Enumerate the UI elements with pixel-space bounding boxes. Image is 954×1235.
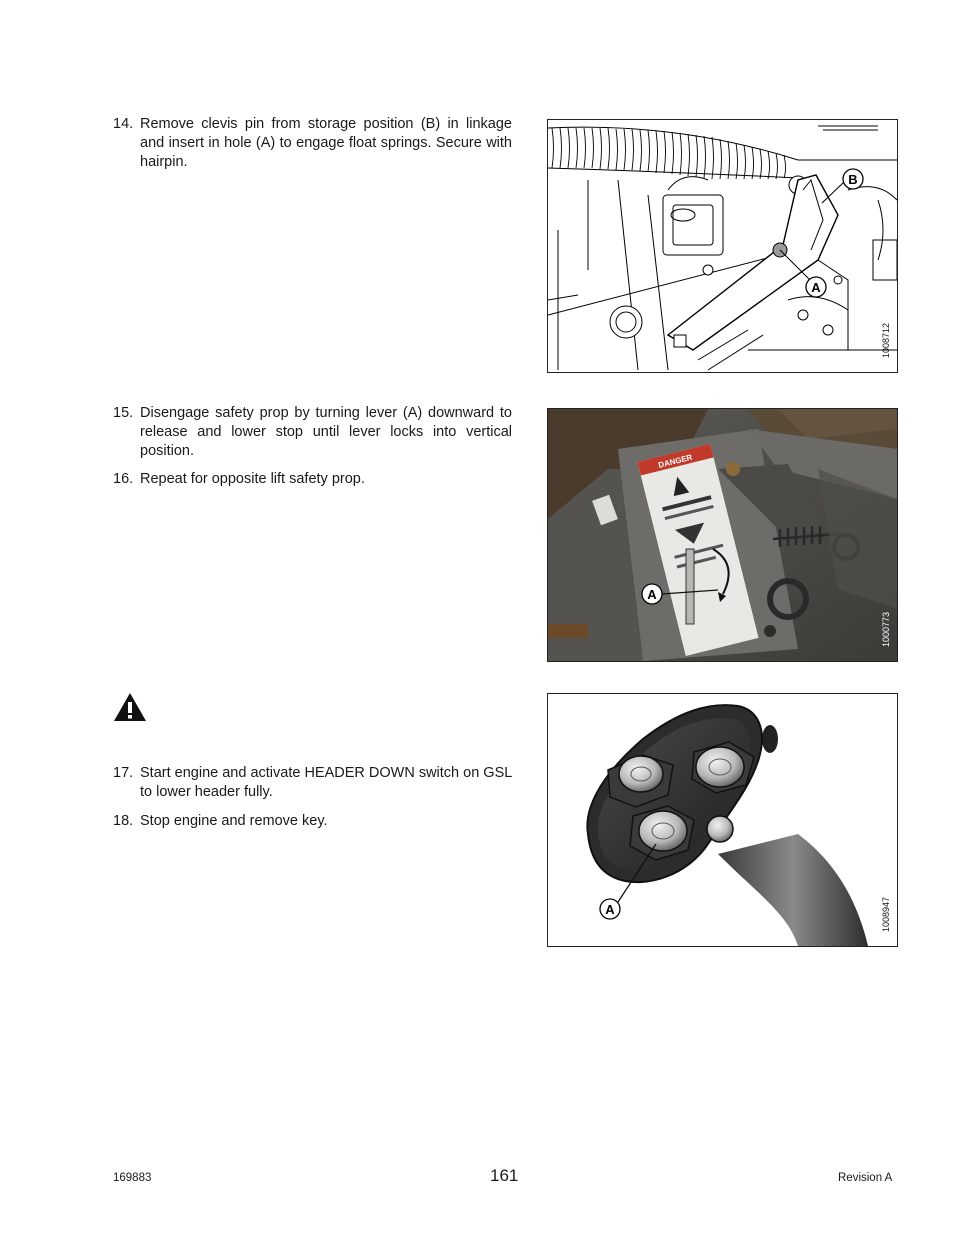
step-15 — [113, 404, 512, 461]
step-number: 17. — [113, 765, 134, 781]
figure-number: 1008712 — [881, 322, 891, 358]
callout-a — [806, 277, 826, 297]
step-number: 14. — [113, 116, 134, 132]
step-18 — [113, 812, 512, 831]
step-17 — [113, 764, 512, 802]
callout-label: A — [605, 902, 615, 917]
callout-a — [642, 584, 662, 604]
linkage-drawing — [548, 120, 897, 372]
step-text: Disengage safety prop by turning lever (A) downward to release and lower stop until lever locks into vertical position. — [140, 405, 512, 459]
step-number: 16. — [113, 471, 134, 487]
figure-float-spring-linkage — [547, 119, 898, 373]
figure-safety-prop — [547, 408, 898, 662]
gsl-joystick-render — [548, 694, 897, 946]
revision-label: Revision A — [838, 1172, 893, 1184]
document-number: 169883 — [113, 1172, 152, 1184]
safety-prop-photo — [548, 409, 897, 661]
figure-number: 1008947 — [881, 896, 891, 932]
callout-label: B — [848, 172, 858, 187]
callout-label: A — [647, 587, 657, 602]
step-number: 18. — [113, 813, 134, 829]
step-number: 15. — [113, 405, 134, 421]
step-text: Start engine and activate HEADER DOWN switch on GSL to lower header fully. — [140, 765, 512, 800]
step-text: Remove clevis pin from storage position (B) in linkage and insert in hole (A) to engage float springs. Secure with hairpin. — [140, 116, 512, 170]
callout-b — [843, 169, 863, 189]
page-number: 161 — [490, 1166, 519, 1185]
figure-number: 1000773 — [881, 611, 891, 647]
warning-triangle-icon — [113, 692, 147, 722]
callout-a — [600, 899, 620, 919]
step-text: Stop engine and remove key. — [140, 813, 328, 829]
callout-label: A — [811, 280, 821, 295]
step-16 — [113, 470, 512, 489]
figure-gsl-joystick — [547, 693, 898, 947]
step-text: Repeat for opposite lift safety prop. — [140, 471, 365, 487]
step-14 — [113, 115, 512, 172]
danger-label: DANGER — [657, 452, 694, 470]
